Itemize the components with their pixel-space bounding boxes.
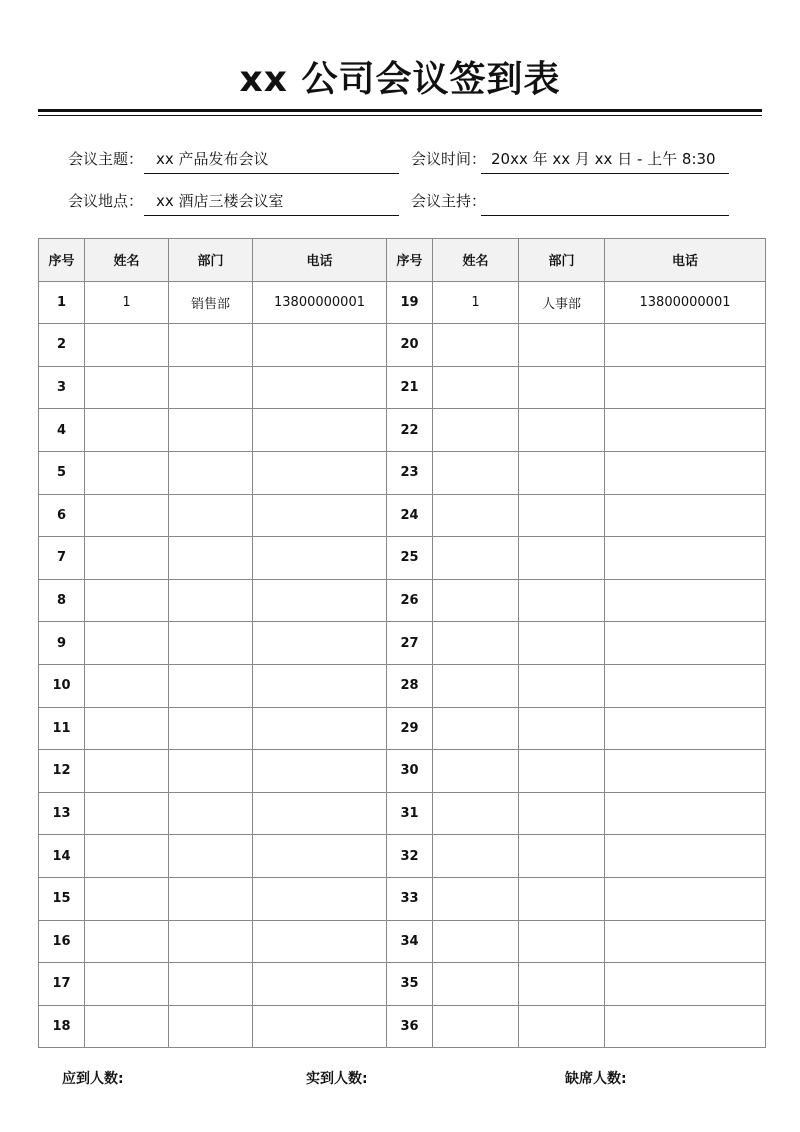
row-number-cell: 17 [39,963,85,1006]
table-row [39,920,766,963]
row-number-cell: 23 [387,451,433,494]
column-header-name-right: 姓名 [433,239,519,282]
expected-count-label: 应到人数: [62,1071,124,1087]
signin-cell-phone[interactable]: 13800000001 [253,281,387,324]
row-number-cell: 16 [39,920,85,963]
signin-cell-phone[interactable] [253,537,387,580]
signin-cell-name[interactable] [85,1005,169,1048]
signin-cell-name[interactable] [433,920,519,963]
signin-cell-name[interactable] [433,707,519,750]
signin-cell-phone[interactable] [605,537,766,580]
signin-cell-name[interactable] [433,792,519,835]
signin-cell-name[interactable] [85,409,169,452]
signin-cell-name[interactable] [433,1005,519,1048]
table-row [39,281,766,324]
signin-cell-name[interactable] [433,324,519,367]
row-number-cell: 13 [39,792,85,835]
signin-cell-name[interactable] [433,409,519,452]
signin-cell-phone[interactable] [605,622,766,665]
row-number-cell: 32 [387,835,433,878]
row-number-cell: 24 [387,494,433,537]
signin-cell-department[interactable] [169,920,253,963]
meeting-host-label: 会议主持： [411,192,487,210]
row-number-cell: 3 [39,366,85,409]
signin-table [38,238,766,1048]
signin-cell-department[interactable] [519,963,605,1006]
signin-cell-phone[interactable] [253,622,387,665]
meeting-time-value[interactable]: 20xx 年 xx 月 xx 日 - 上午 8:30 [491,150,716,168]
signin-cell-phone[interactable] [605,451,766,494]
column-header-index-right: 序号 [387,239,433,282]
signin-cell-department[interactable] [519,835,605,878]
signin-cell-department[interactable] [169,750,253,793]
signin-cell-department[interactable] [169,963,253,1006]
signin-cell-name[interactable] [85,750,169,793]
signin-cell-name[interactable] [433,622,519,665]
row-number-cell: 1 [39,281,85,324]
table-header-row [39,239,766,282]
absent-count-label: 缺席人数: [565,1071,627,1087]
row-number-cell: 26 [387,579,433,622]
signin-cell-department[interactable] [519,877,605,920]
signin-cell-name[interactable] [85,451,169,494]
table-row [39,622,766,665]
signin-cell-department[interactable]: 销售部 [169,281,253,324]
signin-cell-phone[interactable] [253,366,387,409]
table-row [39,1005,766,1048]
meeting-time-field [411,149,731,175]
signin-cell-name[interactable] [433,451,519,494]
signin-cell-name[interactable] [433,494,519,537]
row-number-cell: 2 [39,324,85,367]
row-number-cell: 34 [387,920,433,963]
signin-cell-department[interactable] [519,920,605,963]
row-number-cell: 30 [387,750,433,793]
table-body [39,281,766,1048]
meeting-place-label: 会议地点： [68,192,144,210]
row-number-cell: 20 [387,324,433,367]
signin-cell-name[interactable] [85,324,169,367]
signin-cell-phone[interactable] [253,494,387,537]
signin-cell-name[interactable] [85,920,169,963]
table-row [39,537,766,580]
row-number-cell: 29 [387,707,433,750]
column-header-department-left: 部门 [169,239,253,282]
signin-cell-phone[interactable] [605,1005,766,1048]
table-row [39,451,766,494]
signin-cell-name[interactable] [85,835,169,878]
signin-cell-phone[interactable] [253,877,387,920]
table-row [39,664,766,707]
row-number-cell: 9 [39,622,85,665]
table-row [39,494,766,537]
table-row [39,835,766,878]
row-number-cell: 21 [387,366,433,409]
row-number-cell: 27 [387,622,433,665]
table-row [39,877,766,920]
signin-cell-department[interactable] [169,707,253,750]
row-number-cell: 12 [39,750,85,793]
signin-cell-name[interactable] [85,963,169,1006]
signin-cell-name[interactable] [433,366,519,409]
signin-cell-phone[interactable] [253,792,387,835]
meeting-place-value[interactable]: xx 酒店三楼会议室 [156,192,284,210]
signin-cell-phone[interactable] [605,963,766,1006]
table-row [39,750,766,793]
signin-cell-department[interactable] [519,494,605,537]
signin-cell-department[interactable] [519,366,605,409]
meeting-topic-label: 会议主题： [68,150,144,168]
table-row [39,324,766,367]
signin-cell-phone[interactable] [605,324,766,367]
signin-cell-phone[interactable] [605,664,766,707]
signin-cell-name[interactable] [433,963,519,1006]
signin-cell-name[interactable] [433,835,519,878]
signin-cell-department[interactable] [169,494,253,537]
signin-cell-department[interactable]: 人事部 [519,281,605,324]
signin-cell-phone[interactable] [253,324,387,367]
signin-cell-department[interactable] [519,537,605,580]
signin-cell-department[interactable] [169,409,253,452]
signin-cell-phone[interactable] [605,366,766,409]
signin-cell-name[interactable] [433,664,519,707]
signin-cell-name[interactable] [433,750,519,793]
row-number-cell: 31 [387,792,433,835]
meeting-place-field [68,191,400,217]
signin-cell-phone[interactable] [605,409,766,452]
signin-cell-name[interactable] [85,707,169,750]
row-number-cell: 18 [39,1005,85,1048]
signin-cell-department[interactable] [169,1005,253,1048]
signin-cell-department[interactable] [169,366,253,409]
signin-cell-name[interactable] [433,537,519,580]
signin-cell-name[interactable] [85,792,169,835]
row-number-cell: 25 [387,537,433,580]
column-header-department-right: 部门 [519,239,605,282]
signin-cell-phone[interactable] [253,920,387,963]
row-number-cell: 35 [387,963,433,1006]
signin-cell-phone[interactable] [605,707,766,750]
signin-cell-name[interactable] [85,537,169,580]
signin-cell-phone[interactable] [253,1005,387,1048]
signin-cell-department[interactable] [519,707,605,750]
title-rule-thick [38,109,762,112]
row-number-cell: 6 [39,494,85,537]
signin-cell-phone[interactable]: 13800000001 [605,281,766,324]
table-row [39,963,766,1006]
meeting-host-field [411,191,731,217]
actual-count-label: 实到人数: [306,1071,368,1087]
row-number-cell: 8 [39,579,85,622]
signin-cell-phone[interactable] [605,877,766,920]
meeting-host-underline [481,215,729,216]
table-row [39,409,766,452]
title-rule-thin [38,115,762,116]
row-number-cell: 4 [39,409,85,452]
signin-cell-phone[interactable] [605,494,766,537]
signin-cell-department[interactable] [519,579,605,622]
row-number-cell: 11 [39,707,85,750]
signin-cell-department[interactable] [169,579,253,622]
signin-cell-name[interactable] [433,579,519,622]
signin-cell-phone[interactable] [253,750,387,793]
meeting-topic-value[interactable]: xx 产品发布会议 [156,150,269,168]
page-title: xx 公司会议签到表 [239,59,561,100]
signin-cell-department[interactable] [169,451,253,494]
signin-cell-phone[interactable] [605,750,766,793]
row-number-cell: 33 [387,877,433,920]
table-row [39,366,766,409]
signin-cell-department[interactable] [519,750,605,793]
signin-cell-name[interactable] [85,877,169,920]
signin-cell-phone[interactable] [253,579,387,622]
signin-cell-department[interactable] [169,537,253,580]
signin-cell-department[interactable] [169,324,253,367]
row-number-cell: 5 [39,451,85,494]
signin-cell-phone[interactable] [253,963,387,1006]
signin-cell-department[interactable] [519,324,605,367]
signin-cell-phone[interactable] [253,664,387,707]
row-number-cell: 15 [39,877,85,920]
signin-cell-department[interactable] [169,664,253,707]
signin-cell-phone[interactable] [605,792,766,835]
signin-cell-phone[interactable] [605,835,766,878]
signin-cell-phone[interactable] [253,451,387,494]
signin-cell-department[interactable] [169,622,253,665]
table-row [39,579,766,622]
signin-cell-name[interactable] [85,622,169,665]
signin-cell-phone[interactable] [253,707,387,750]
signin-cell-name[interactable] [85,664,169,707]
signin-cell-phone[interactable] [253,835,387,878]
column-header-name-left: 姓名 [85,239,169,282]
row-number-cell: 28 [387,664,433,707]
signin-cell-phone[interactable] [605,920,766,963]
signin-cell-department[interactable] [519,409,605,452]
signin-cell-department[interactable] [519,622,605,665]
signin-cell-name[interactable] [433,877,519,920]
row-number-cell: 10 [39,664,85,707]
signin-cell-name[interactable] [85,494,169,537]
meeting-topic-field [68,149,400,175]
column-header-phone-right: 电话 [605,239,766,282]
row-number-cell: 19 [387,281,433,324]
signin-cell-name[interactable] [85,366,169,409]
signin-cell-department[interactable] [519,1005,605,1048]
row-number-cell: 14 [39,835,85,878]
column-header-index-left: 序号 [39,239,85,282]
column-header-phone-left: 电话 [253,239,387,282]
meeting-time-underline [481,173,729,174]
signin-cell-phone[interactable] [253,409,387,452]
signin-cell-name[interactable]: 1 [433,281,519,324]
signin-cell-department[interactable] [169,877,253,920]
signin-cell-name[interactable] [85,579,169,622]
signin-cell-phone[interactable] [605,579,766,622]
signin-cell-department[interactable] [519,451,605,494]
row-number-cell: 7 [39,537,85,580]
meeting-topic-underline [144,173,399,174]
signin-cell-name[interactable]: 1 [85,281,169,324]
signin-cell-department[interactable] [169,835,253,878]
signin-cell-department[interactable] [519,664,605,707]
table-row [39,707,766,750]
signin-cell-department[interactable] [519,792,605,835]
table-row [39,792,766,835]
row-number-cell: 22 [387,409,433,452]
row-number-cell: 36 [387,1005,433,1048]
meeting-time-label: 会议时间： [411,150,487,168]
meeting-place-underline [144,215,399,216]
signin-cell-department[interactable] [169,792,253,835]
